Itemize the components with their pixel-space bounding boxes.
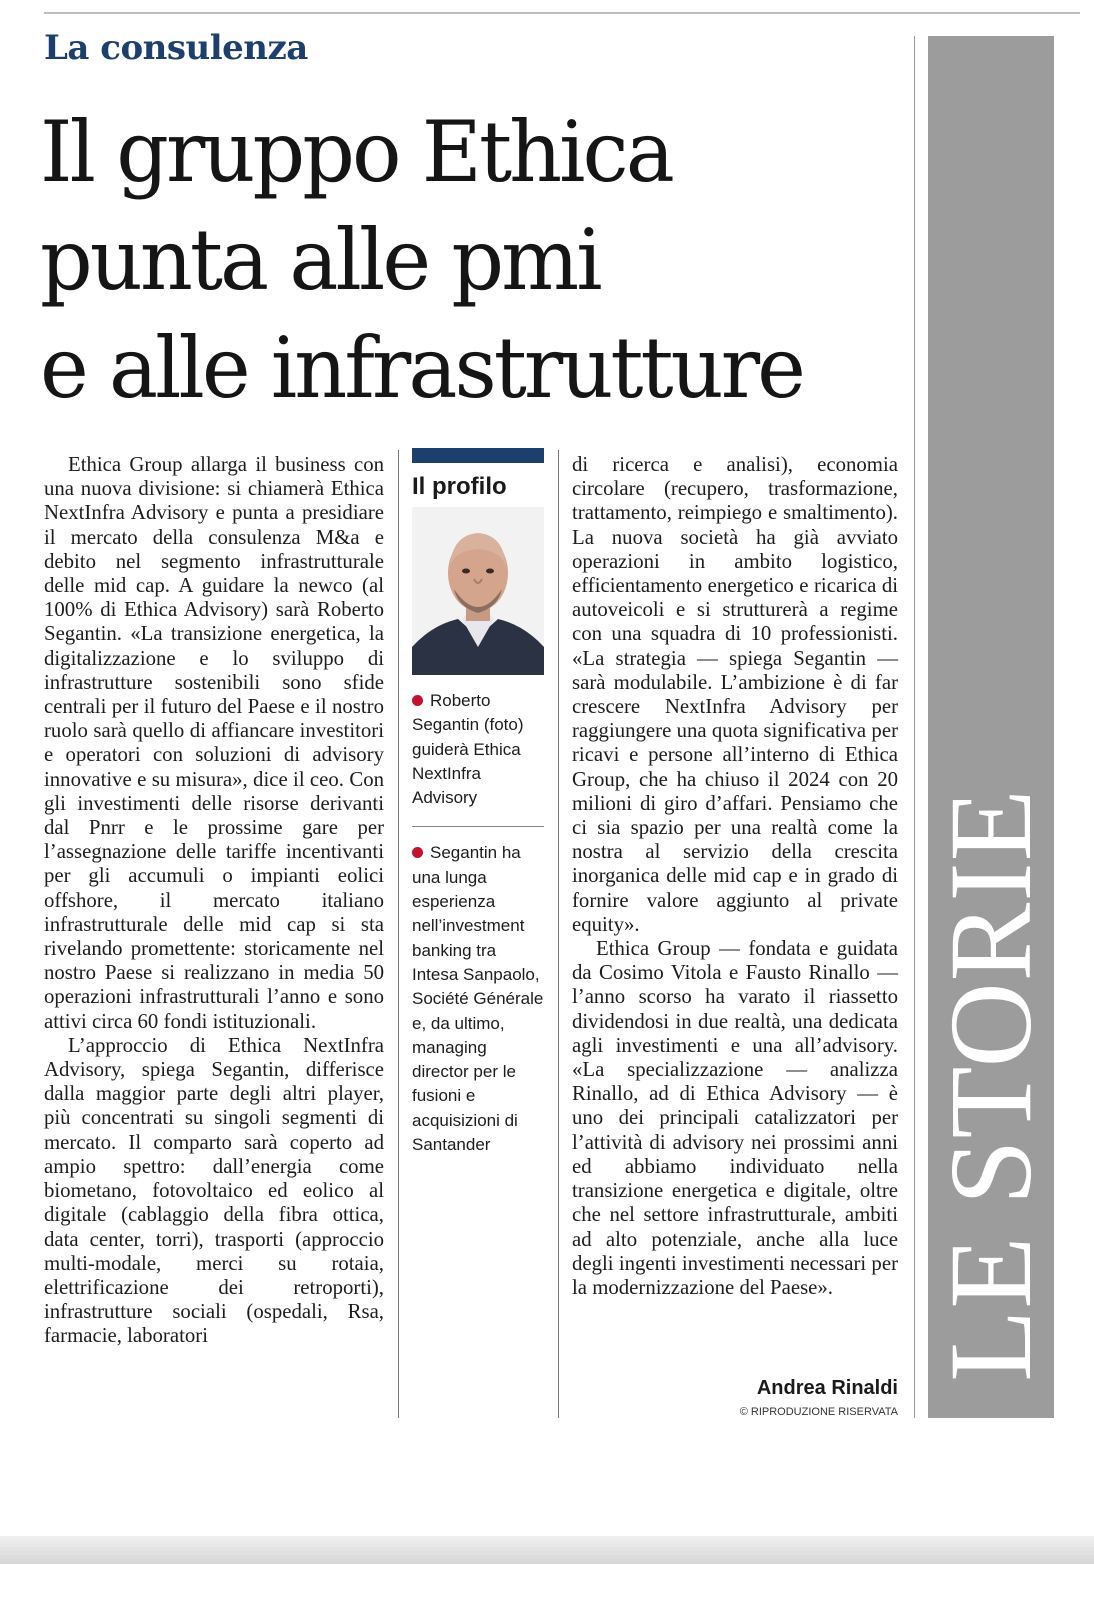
profile-note-1 <box>412 689 544 810</box>
bullet-icon <box>412 847 423 858</box>
section-label: LE STORIE <box>925 788 1056 1382</box>
headline-line-3: e alle infrastrutture <box>40 319 803 417</box>
article-column-left <box>44 453 384 1349</box>
headline-line-1: Il gruppo Ethica <box>40 103 672 201</box>
paragraph: Ethica Group — fondata e guidata da Cosimo Vitola e Fausto Rinallo — l’anno scorso ha varato il riassetto dividendosi in due realtà, una dedicata agli investimenti e una all’advisory. «La specializzazione — analizza Rinallo, ad di Ethica Advisory — è uno dei principali catalizzatori per l’attività di advisory nei prossimi anni ed abbiamo individuato nella transizione energetica e digitale, oltre che nel settore infrastrutturale, ambiti ad alto potenziale, anche alla luce degli ingenti investimenti necessari per la modernizzazione del Paese». <box>572 937 898 1299</box>
column-divider <box>398 450 399 1418</box>
portrait-photo <box>412 507 544 675</box>
section-kicker: La consulenza <box>44 28 308 68</box>
paragraph: Ethica Group allarga il business con una nuova divisione: si chiamerà Ethica NextInfra Advisory e punta a presidiare il mercato della consulenza M&a e debito nel segmento infrastrutturale delle mid cap. A guidare la newco (al 100% di Ethica Advisory) sarà Roberto Segantin. «La transizione energetica, la digitalizzazione e lo sviluppo di infrastrutture sostenibili sono sfide centrali per il futuro del Paese e il nostro ruolo sarà quello di affiancare investitori e operatori con soluzioni di advisory innovative e su misura», dice il ceo. Con gli investimenti delle risorse derivanti dal Pnrr e le prossime gare per l’assegnazione delle tariffe incentivanti per gli accumuli o impianti eolici offshore, il mercato italiano infrastrutturale delle mid cap si sta rivelando promettente: storicamente nel nostro Paese si realizzano in media 50 operazioni infrastrutturali l’anno e sono attivi circa 60 fondi istituzionali. <box>44 453 384 1033</box>
bullet-icon <box>412 695 423 706</box>
paragraph: L’approccio di Ethica NextInfra Advisory, spiega Segantin, differisce dalla maggior parte degli altri player, più concentrati su singoli segmenti di mercato. Il comparto sarà coperto ad ampio spettro: dall’energia come biometano, fotovoltaico ed eolico al digitale (cablaggio della fibra ottica, data center, torri), trasporti (approccio multi-modale, merci su rotaia, elettrificazione dei retroporti), infrastrutture sociali (ospedali, Rsa, farmacie, laboratori <box>44 1033 384 1348</box>
note-text: Roberto Segantin (foto) guiderà Ethica NextInfra Advisory <box>412 691 524 808</box>
copyright-notice: © RIPRODUZIONE RISERVATA <box>739 1406 898 1418</box>
headline-line-2: punta alle pmi <box>40 211 600 309</box>
sidebar-title: Il profilo <box>412 473 507 500</box>
column-divider <box>558 450 559 1418</box>
profile-note-2 <box>412 841 544 1157</box>
top-rule <box>44 12 1080 14</box>
note-text: Segantin ha una lunga esperienza nell’investment banking tra Intesa Sanpaolo, Société Générale e, da ultimo, managing director per le fusioni e acquisizioni di Santander <box>412 843 544 1155</box>
sidebar-divider <box>412 826 544 827</box>
page-bottom-edge <box>0 1536 1094 1564</box>
band-divider <box>914 36 915 1418</box>
profile-sidebar <box>412 448 544 1157</box>
headline <box>40 98 819 422</box>
sidebar-accent-bar <box>412 448 544 463</box>
paragraph: di ricerca e analisi), economia circolare (recupero, trasformazione, trattamento, reimpiego e smaltimento). La nuova società ha già avviato operazioni in ambito logistico, efficientamento energetico e ricarica di autoveicoli e si strutturerà a regime con una squadra di 10 professionisti. «La strategia — spiega Segantin —sarà modulabile. L’ambizione è di far crescere NextInfra Advisory per raggiungere una quota significativa per ricavi e persone all’interno di Ethica Group, che ha chiuso il 2024 con 20 milioni di giro d’affari. Pensiamo che ci sia spazio per una realtà come la nostra al servizio della crescita inorganica delle mid cap e in grado di fornire valore aggiunto al private equity». <box>572 453 898 936</box>
article-column-right <box>572 453 898 1300</box>
byline: Andrea Rinaldi <box>756 1377 898 1399</box>
